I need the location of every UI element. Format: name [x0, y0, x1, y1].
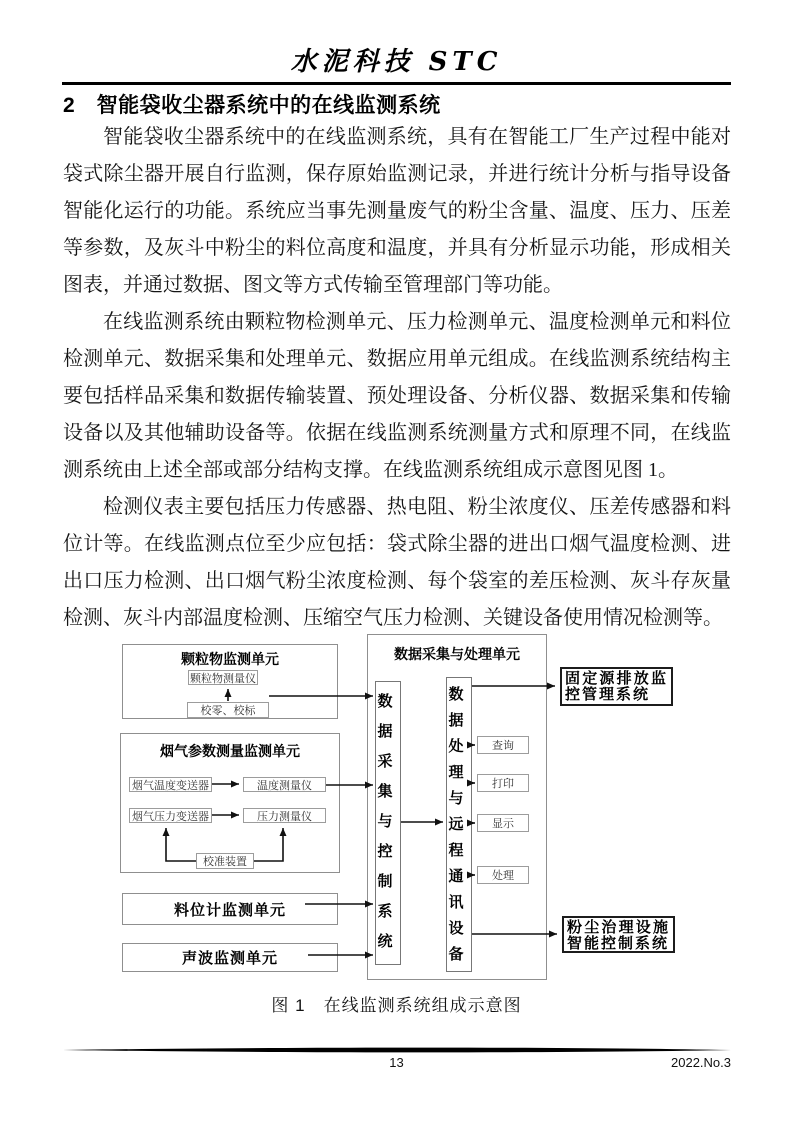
page-number: 13 [389, 1055, 404, 1070]
figure-caption: 图 1 在线监测系统组成示意图 [271, 996, 522, 1015]
issue-label: 2022.No.3 [671, 1055, 731, 1070]
processing-communication-device-box: 数据处理与远程通讯设备 [446, 677, 472, 972]
level-gauge-unit-box: 料位计监测单元 [122, 893, 338, 925]
paragraph-2: 在线监测系统由颗粒物检测单元、压力检测单元、温度检测单元和料位检测单元、数据采集和处理单元、数据应用单元组成。在线监测系统结构主要包括样品采集和数据传输装置、预处理设备、分析仪器、数据采集和传输设备以及其他辅助设备等。依据在线监测系统测量方式和原理不同，在线监测系统由上述全部或部分结构支撑。在线监测系统组成示意图见图 1。 [63, 311, 731, 481]
function-process-box: 处理 [477, 866, 529, 884]
paragraph-3: 检测仪表主要包括压力传感器、热电阻、粉尘浓度仪、压差传感器和料位计等。在线监测点位至少应包括：袋式除尘器的进出口烟气温度检测、进出口压力检测、出口烟气粉尘浓度检测、每个袋室的差压检测、灰斗存灰量检测、灰斗内部温度检测、压缩空气压力检测、关键设备使用情况检测等。 [63, 496, 731, 629]
particulate-unit-title: 颗粒物监测单元 [181, 651, 279, 667]
temp-meter-box: 温度测量仪 [243, 777, 326, 792]
acoustic-unit-box: 声波监测单元 [122, 943, 338, 972]
function-print-box: 打印 [477, 774, 529, 792]
emission-management-system-box: 固定源排放监控管理系统 [560, 667, 673, 706]
section-heading: 2 智能袋收尘器系统中的在线监测系统 [63, 94, 441, 117]
zero-span-calibration-box: 校零、校标 [187, 702, 269, 718]
journal-title: 水泥科技 STC [290, 47, 503, 77]
function-query-box: 查询 [477, 736, 529, 754]
flue-gas-unit-box [120, 733, 340, 873]
paragraph-1: 智能袋收尘器系统中的在线监测系统，具有在智能工厂生产过程中能对袋式除尘器开展自行监测，保存原始监测记录，并进行统计分析与指导设备智能化运行的功能。系统应当事先测量废气的粉尘含量、温度、压力、压差等参数，及灰斗中粉尘的料位高度和温度，并具有分析显示功能，形成相关图表，并通过数据、图文等方式传输至管理部门等功能。 [63, 126, 731, 296]
pressure-transmitter-box: 烟气压力变送器 [129, 808, 212, 823]
acquisition-control-system-box: 数据采集与控制系统 [375, 681, 401, 965]
header-rule [62, 82, 731, 85]
footer-rule [63, 1047, 731, 1053]
article-body [63, 119, 731, 632]
pressure-meter-box: 压力测量仪 [243, 808, 326, 823]
figure-diagram [105, 632, 745, 984]
particulate-meter-box: 颗粒物测量仪 [188, 670, 258, 685]
function-display-box: 显示 [477, 814, 529, 832]
central-unit-title: 数据采集与处理单元 [394, 646, 520, 662]
temp-transmitter-box: 烟气温度变送器 [129, 777, 212, 792]
dust-control-system-box: 粉尘治理设施智能控制系统 [562, 916, 675, 953]
calibration-device-box: 校准装置 [196, 853, 254, 869]
flue-gas-unit-title: 烟气参数测量监测单元 [160, 743, 300, 759]
